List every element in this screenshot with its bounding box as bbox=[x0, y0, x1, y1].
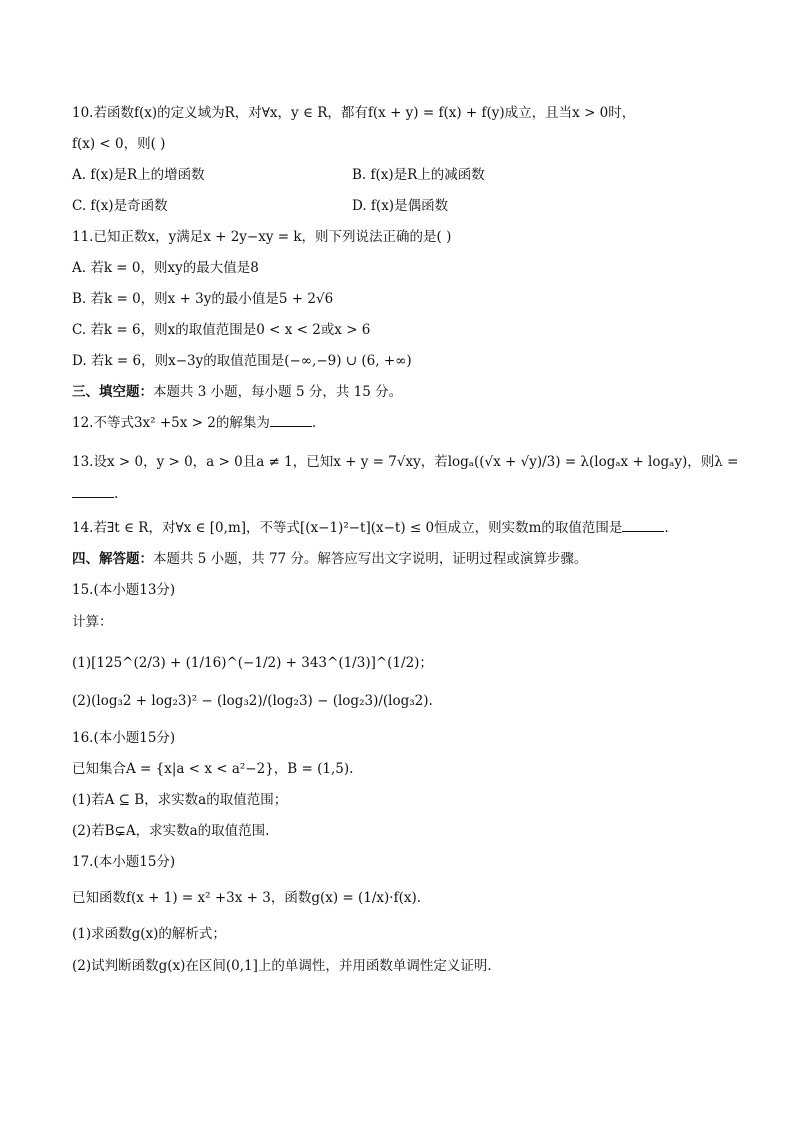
q12-stem: 12.不等式3x² +5x > 2的解集为 bbox=[72, 415, 270, 431]
q15-intro: 计算： bbox=[72, 614, 113, 630]
q11-option-a: A. 若k = 0，则xy的最大值是8 bbox=[72, 260, 259, 276]
q10-stem-line1: 10.若函数f(x)的定义域为R，对∀x，y ∈ R，都有f(x + y) = f(x) + f(y)成立，且当x > 0时， bbox=[72, 105, 636, 121]
q15-part2: (2)(log₃2 + log₂3)² − (log₃2)/(log₂3) − (log₂3)/(log₃2). bbox=[72, 693, 433, 709]
q16-intro: 已知集合A = {x|a < x < a²−2}，B = (1,5). bbox=[72, 761, 354, 777]
q14-line bbox=[72, 518, 669, 538]
q12-end: . bbox=[311, 415, 317, 431]
section-4-heading bbox=[72, 549, 587, 569]
q12-line bbox=[72, 413, 316, 433]
q11-option-b: B. 若k = 0，则x + 3y的最小值是5 + 2√6 bbox=[72, 291, 334, 307]
q13-end: . bbox=[114, 486, 119, 502]
q16-head: 16.(本小题15分) bbox=[72, 730, 176, 746]
q14-end: . bbox=[664, 520, 669, 536]
section-3-desc: 本题共 3 小题，每小题 5 分，共 15 分。 bbox=[153, 384, 403, 400]
q16-part1: (1)若A ⊆ B，求实数a的取值范围； bbox=[72, 792, 288, 808]
q13-answer-blank[interactable] bbox=[72, 485, 114, 498]
q17-head: 17.(本小题15分) bbox=[72, 854, 176, 870]
section-3-heading bbox=[72, 382, 402, 402]
q15-head: 15.(本小题13分) bbox=[72, 582, 176, 598]
section-4-desc: 本题共 5 小题，共 77 分。解答应写出文字说明，证明过程或演算步骤。 bbox=[153, 551, 588, 567]
q11-option-d: D. 若k = 6，则x−3y的取值范围是(−∞,−9) ∪ (6, +∞) bbox=[72, 353, 412, 369]
q10-option-d: D. f(x)是偶函数 bbox=[352, 198, 449, 214]
q17-part2: (2)试判断函数g(x)在区间(0,1]上的单调性，并用函数单调性定义证明. bbox=[72, 958, 492, 974]
q15-part1: (1)[125^(2/3) + (1/16)^(−1/2) + 343^(1/3)]^(1/2)； bbox=[72, 655, 433, 671]
q11-option-c: C. 若k = 6，则x的取值范围是0 < x < 2或x > 6 bbox=[72, 322, 371, 338]
q10-option-a: A. f(x)是R上的增函数 bbox=[72, 167, 205, 183]
q14-stem: 14.若∃t ∈ R，对∀x ∈ [0,m]，不等式[(x−1)²−t](x−t) ≤ 0恒成立，则实数m的取值范围是 bbox=[72, 520, 623, 536]
q17-intro: 已知函数f(x + 1) = x² +3x + 3，函数g(x) = (1/x)·f(x). bbox=[72, 890, 422, 906]
q10-option-b: B. f(x)是R上的减函数 bbox=[352, 167, 485, 183]
q13-line2 bbox=[72, 484, 118, 504]
q12-answer-blank[interactable] bbox=[270, 414, 312, 427]
q16-part2: (2)若B⊊A，求实数a的取值范围. bbox=[72, 823, 270, 839]
q13-stem-line1: 13.设x > 0，y > 0，a > 0且a ≠ 1，已知x + y = 7√xy，若logₐ((√x + √y)/3) = λ(logₐx + logₐy)，则λ = bbox=[72, 454, 739, 470]
section-3-title: 三、填空题： bbox=[72, 384, 153, 400]
q10-option-c: C. f(x)是奇函数 bbox=[72, 198, 168, 214]
q11-stem: 11.已知正数x，y满足x + 2y−xy = k，则下列说法正确的是( ) bbox=[72, 229, 452, 245]
q17-part1: (1)求函数g(x)的解析式； bbox=[72, 926, 226, 942]
section-4-title: 四、解答题： bbox=[72, 551, 153, 567]
q14-answer-blank[interactable] bbox=[622, 519, 664, 532]
q10-stem-line2: f(x) < 0，则( ) bbox=[72, 136, 166, 152]
